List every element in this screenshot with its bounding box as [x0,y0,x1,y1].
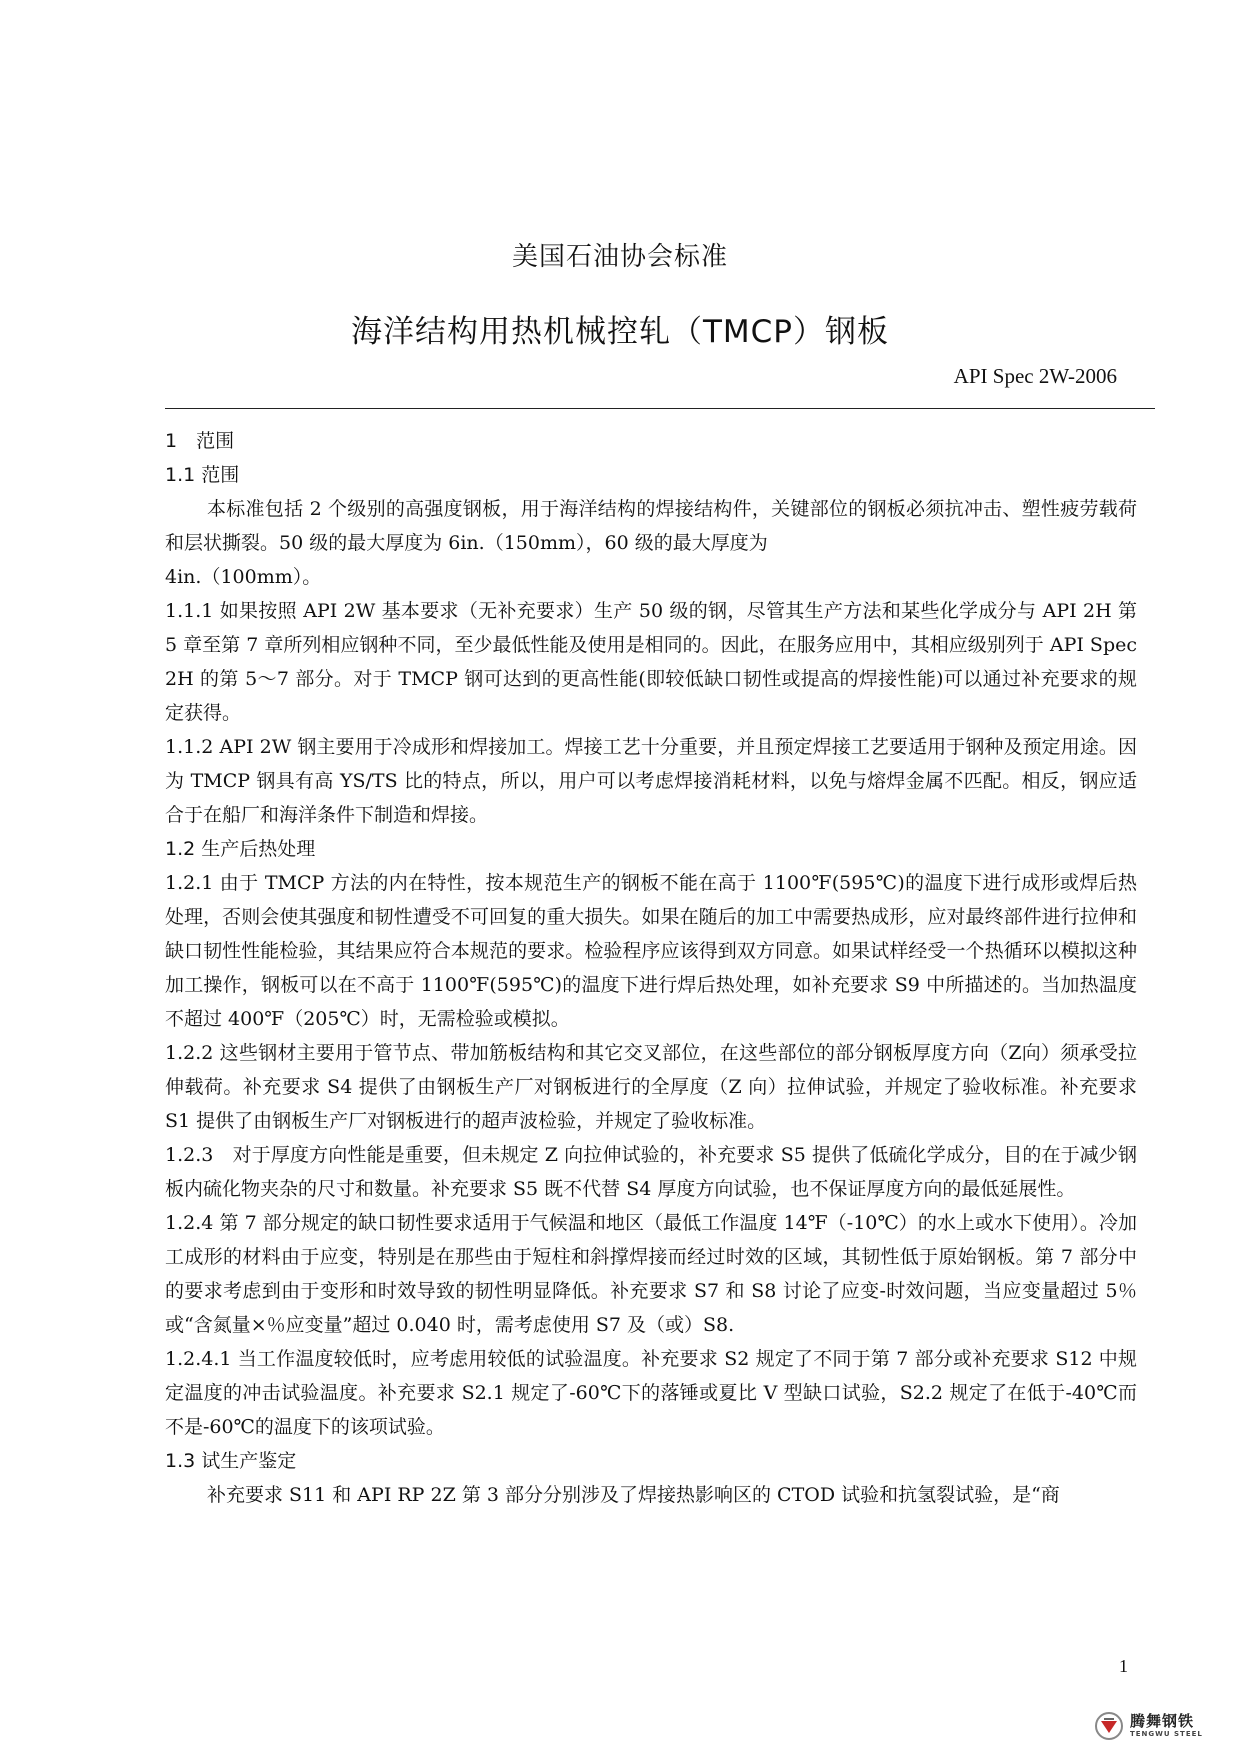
paragraph-1-2-3: 1.2.3 对于厚度方向性能是重要，但未规定 Z 向拉伸试验的，补充要求 S5 提供了低硫化学成分，目的在于减少钢板内硫化物夹杂的尺寸和数量。补充要求 S5 既不代替 S4 厚度方向试验，也不保证厚度方向的最低延展性。 [165,1144,1137,1200]
standard-code: API Spec 2W-2006 [953,364,1117,388]
header-rule [165,408,1155,409]
document-body [165,424,1137,1512]
section-1-2-heading: 1.2 生产后热处理 [165,838,316,860]
company-logo [1094,1710,1220,1742]
section-1-3-heading: 1.3 试生产鉴定 [165,1450,297,1472]
paragraph-1-2-4: 1.2.4 第 7 部分规定的缺口韧性要求适用于气候温和地区（最低工作温度 14℉（-10℃）的水上或水下使用）。冷加工成形的材料由于应变，特别是在那些由于短柱和斜撑焊接而经过时效的区域，其韧性低于原始钢板。第 7 部分中的要求考虑到由于变形和时效导致的韧性明显降低。补充要求 S7 和 S8 讨论了应变-时效问题，当应变量超过 5％或“含氮量×％应变量”超过 0.040 时，需考虑使用 S7 及（或）S8. [165,1212,1137,1336]
paragraph-1-2-1: 1.2.1 由于 TMCP 方法的内在特性，按本规范生产的钢板不能在高于 1100℉(595℃)的温度下进行成形或焊后热处理，否则会使其强度和韧性遭受不可回复的重大损失。如果在随后的加工中需要热成形，应对最终部件进行拉伸和缺口韧性性能检验，其结果应符合本规范的要求。检验程序应该得到双方同意。如果试样经受一个热循环以模拟这种加工操作，钢板可以在不高于 1100℉(595℃)的温度下进行焊后热处理，如补充要求 S9 中所描述的。当加热温度不超过 400℉（205℃）时，无需检验或模拟。 [165,872,1137,1030]
logo-chinese-text: 腾舞钢铁 [1130,1712,1195,1730]
section-1-heading: 1 范围 [165,430,235,452]
paragraph-1-1-2: 1.1.2 API 2W 钢主要用于冷成形和焊接加工。焊接工艺十分重要，并且预定焊接工艺要适用于钢种及预定用途。因为 TMCP 钢具有高 YS/TS 比的特点，所以，用户可以考虑焊接消耗材料，以免与熔焊金属不匹配。相反，钢应适合于在船厂和海洋条件下制造和焊接。 [165,736,1137,826]
doc-title: 海洋结构用热机械控轧（TMCP）钢板 [350,314,890,350]
paragraph-scope: 本标准包括 2 个级别的高强度钢板，用于海洋结构的焊接结构件，关键部位的钢板必须抗冲击、塑性疲劳载荷和层状撕裂。50 级的最大厚度为 6in.（150mm），60 级的最大厚度为 [165,498,1137,554]
section-1-1-heading: 1.1 范围 [165,464,240,486]
org-title: 美国石油协会标准 [511,242,728,272]
paragraph-1-3: 补充要求 S11 和 API RP 2Z 第 3 部分分别涉及了焊接热影响区的 CTOD 试验和抗氢裂试验，是“商 [207,1484,1060,1506]
logo-english-text: TENGWU STEEL [1130,1730,1203,1738]
page-number: 1 [1119,1656,1128,1676]
paragraph-scope-cont: 4in.（100mm）。 [165,566,322,588]
paragraph-1-1-1: 1.1.1 如果按照 API 2W 基本要求（无补充要求）生产 50 级的钢，尽管其生产方法和某些化学成分与 API 2H 第 5 章至第 7 章所列相应钢种不同，至少最低性能及使用是相同的。因此，在服务应用中，其相应级别列于 API Spec 2H 的第 5～7 部分。对于 TMCP 钢可达到的更高性能(即较低缺口韧性或提高的焊接性能)可以通过补充要求的规定获得。 [165,600,1137,724]
logo-emblem-icon [1094,1711,1124,1741]
paragraph-1-2-4-1: 1.2.4.1 当工作温度较低时，应考虑用较低的试验温度。补充要求 S2 规定了不同于第 7 部分或补充要求 S12 中规定温度的冲击试验温度。补充要求 S2.1 规定了-60℃下的落锤或夏比 V 型缺口试验，S2.2 规定了在低于-40℃而不是-60℃的温度下的该项试验。 [165,1348,1137,1438]
paragraph-1-2-2: 1.2.2 这些钢材主要用于管节点、带加筋板结构和其它交叉部位，在这些部位的部分钢板厚度方向（Z向）须承受拉伸载荷。补充要求 S4 提供了由钢板生产厂对钢板进行的全厚度（Z 向）拉伸试验，并规定了验收标准。补充要求 S1 提供了由钢板生产厂对钢板进行的超声波检验，并规定了验收标准。 [165,1042,1137,1132]
